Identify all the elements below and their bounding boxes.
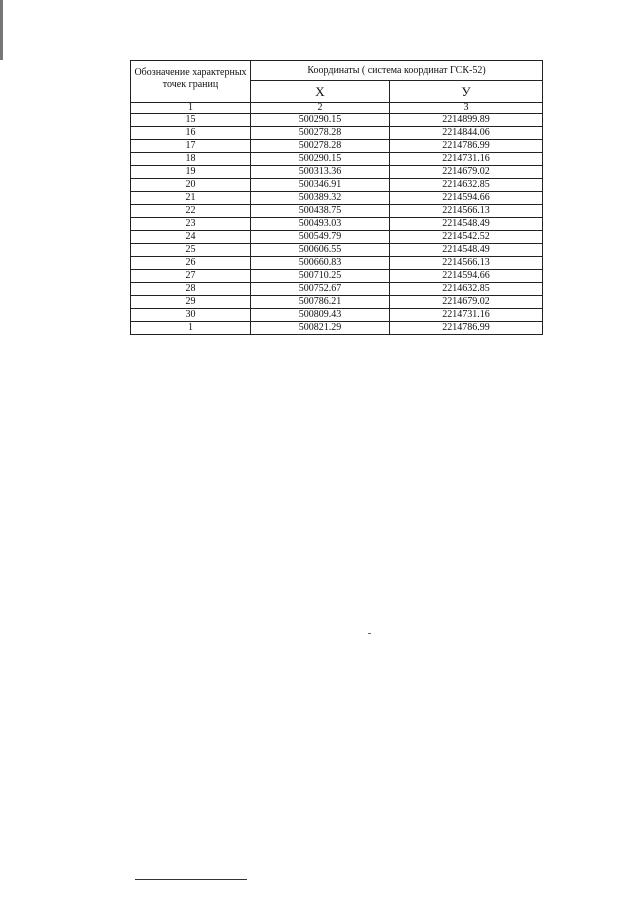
point-number-cell: 28	[131, 283, 251, 296]
x-coordinate-cell: 500438.75	[251, 205, 390, 218]
scan-speck	[368, 633, 371, 634]
x-coordinate-cell: 500278.28	[251, 140, 390, 153]
point-number-cell: 17	[131, 140, 251, 153]
y-coordinate-cell: 2214679.02	[390, 166, 543, 179]
coordinates-table-body	[131, 114, 543, 335]
table-row	[131, 205, 543, 218]
point-number-cell: 21	[131, 192, 251, 205]
point-number-cell: 24	[131, 231, 251, 244]
column-number-2: 2	[251, 103, 390, 114]
point-number-cell: 25	[131, 244, 251, 257]
point-number-cell: 20	[131, 179, 251, 192]
point-number-cell: 22	[131, 205, 251, 218]
x-coordinate-cell: 500786.21	[251, 296, 390, 309]
y-coordinate-cell: 2214594.66	[390, 270, 543, 283]
y-coordinate-cell: 2214731.16	[390, 153, 543, 166]
point-number-cell: 30	[131, 309, 251, 322]
y-coordinate-cell: 2214632.85	[390, 179, 543, 192]
table-row	[131, 166, 543, 179]
point-number-cell: 18	[131, 153, 251, 166]
y-coordinate-cell: 2214786.99	[390, 322, 543, 335]
y-coordinate-cell: 2214679.02	[390, 296, 543, 309]
y-coordinate-cell: 2214566.13	[390, 257, 543, 270]
boundary-coordinates-table	[130, 60, 543, 335]
point-number-cell: 26	[131, 257, 251, 270]
column-number-3: 3	[390, 103, 543, 114]
table-row	[131, 153, 543, 166]
coordinates-system-header: Координаты ( система координат ГСК-52)	[251, 61, 543, 81]
header-row	[131, 61, 543, 81]
table-row	[131, 192, 543, 205]
column-number-1: 1	[131, 103, 251, 114]
y-coordinate-cell: 2214899.89	[390, 114, 543, 127]
y-coordinate-cell: 2214786.99	[390, 140, 543, 153]
y-coordinate-cell: 2214566.13	[390, 205, 543, 218]
table-row	[131, 114, 543, 127]
point-designation-header: Обозначение характерных точек границ	[131, 61, 251, 103]
y-column-header: У	[390, 81, 543, 103]
table-row	[131, 322, 543, 335]
point-number-cell: 1	[131, 322, 251, 335]
table-row	[131, 179, 543, 192]
x-coordinate-cell: 500290.15	[251, 153, 390, 166]
y-coordinate-cell: 2214594.66	[390, 192, 543, 205]
point-number-cell: 29	[131, 296, 251, 309]
table-row	[131, 218, 543, 231]
x-coordinate-cell: 500660.83	[251, 257, 390, 270]
x-coordinate-cell: 500821.29	[251, 322, 390, 335]
y-coordinate-cell: 2214542.52	[390, 231, 543, 244]
table-row	[131, 257, 543, 270]
y-coordinate-cell: 2214844.06	[390, 127, 543, 140]
x-coordinate-cell: 500752.67	[251, 283, 390, 296]
x-coordinate-cell: 500809.43	[251, 309, 390, 322]
table-row	[131, 309, 543, 322]
x-coordinate-cell: 500549.79	[251, 231, 390, 244]
table-row	[131, 244, 543, 257]
table-row	[131, 270, 543, 283]
scan-page-edge	[0, 0, 3, 60]
point-number-cell: 16	[131, 127, 251, 140]
x-coordinate-cell: 500493.03	[251, 218, 390, 231]
table-row	[131, 231, 543, 244]
y-coordinate-cell: 2214731.16	[390, 309, 543, 322]
x-coordinate-cell: 500710.25	[251, 270, 390, 283]
x-coordinate-cell: 500606.55	[251, 244, 390, 257]
table-row	[131, 283, 543, 296]
x-coordinate-cell: 500313.36	[251, 166, 390, 179]
table-row	[131, 296, 543, 309]
point-number-cell: 15	[131, 114, 251, 127]
footnote-rule	[135, 879, 247, 880]
x-coordinate-cell: 500389.32	[251, 192, 390, 205]
x-coordinate-cell: 500278.28	[251, 127, 390, 140]
table-row	[131, 127, 543, 140]
column-number-row	[131, 103, 543, 114]
table-row	[131, 140, 543, 153]
y-coordinate-cell: 2214548.49	[390, 218, 543, 231]
y-coordinate-cell: 2214632.85	[390, 283, 543, 296]
point-number-cell: 23	[131, 218, 251, 231]
point-number-cell: 27	[131, 270, 251, 283]
x-coordinate-cell: 500346.91	[251, 179, 390, 192]
x-column-header: X	[251, 81, 390, 103]
x-coordinate-cell: 500290.15	[251, 114, 390, 127]
y-coordinate-cell: 2214548.49	[390, 244, 543, 257]
point-number-cell: 19	[131, 166, 251, 179]
